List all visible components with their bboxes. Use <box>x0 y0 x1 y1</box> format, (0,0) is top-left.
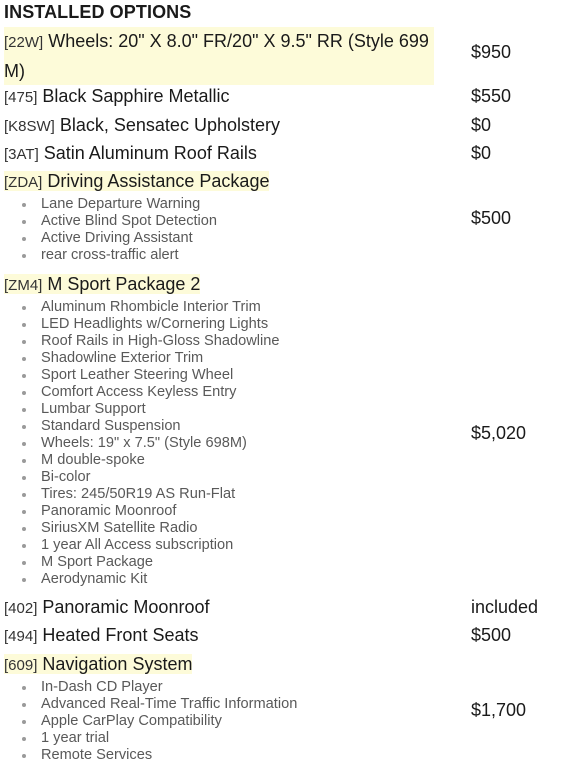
list-item: Aerodynamic Kit <box>22 571 464 588</box>
option-code: [ZM4] <box>4 277 43 294</box>
list-item: Remote Services <box>22 747 464 764</box>
list-item: Panoramic Moonroof <box>22 503 464 520</box>
option-row <box>4 622 464 650</box>
option-code: [494] <box>4 628 38 645</box>
option-row <box>4 140 464 168</box>
list-item: SiriusXM Satellite Radio <box>22 520 464 537</box>
list-item: Comfort Access Keyless Entry <box>22 384 464 401</box>
list-item: Advanced Real-Time Traffic Information <box>22 696 464 713</box>
list-item: Wheels: 19" x 7.5" (Style 698M) <box>22 435 464 452</box>
option-row-package <box>4 651 464 764</box>
option-row <box>4 594 464 622</box>
option-price: $500 <box>471 625 512 645</box>
list-item: Lane Departure Warning <box>22 196 464 213</box>
list-item: Lumbar Support <box>22 401 464 418</box>
list-item: rear cross-traffic alert <box>22 247 464 264</box>
list-item: Roof Rails in High-Gloss Shadowline <box>22 333 464 350</box>
option-name: Navigation System <box>42 654 193 674</box>
option-name: Heated Front Seats <box>42 625 199 645</box>
option-title-wheels <box>4 27 434 85</box>
option-row <box>4 83 464 111</box>
option-name: Driving Assistance Package <box>47 171 270 191</box>
option-code: [ZDA] <box>4 174 43 191</box>
list-item: Bi-color <box>22 469 464 486</box>
option-price: included <box>471 597 539 617</box>
option-price: $1,700 <box>471 700 527 720</box>
list-item: Standard Suspension <box>22 418 464 435</box>
option-price: $5,020 <box>471 423 527 443</box>
list-item: M Sport Package <box>22 554 464 571</box>
option-name: Black, Sensatec Upholstery <box>59 115 280 135</box>
option-price: $950 <box>471 42 512 62</box>
option-name: Black Sapphire Metallic <box>42 86 230 106</box>
list-item: Active Blind Spot Detection <box>22 213 464 230</box>
list-item: Apple CarPlay Compatibility <box>22 713 464 730</box>
list-item: 1 year All Access subscription <box>22 537 464 554</box>
page-title: INSTALLED OPTIONS <box>4 2 192 22</box>
option-name: Wheels: 20" X 8.0" FR/20" X 9.5" RR (Style 699 M) <box>4 31 429 81</box>
list-item: 1 year trial <box>22 730 464 747</box>
option-name: M Sport Package 2 <box>47 274 201 294</box>
feature-list <box>4 679 464 764</box>
list-item: Shadowline Exterior Trim <box>22 350 464 367</box>
option-code: [22W] <box>4 34 44 51</box>
list-item: LED Headlights w/Cornering Lights <box>22 316 464 333</box>
feature-list <box>4 196 464 264</box>
option-price: $0 <box>471 115 492 135</box>
list-item: Sport Leather Steering Wheel <box>22 367 464 384</box>
option-price: $0 <box>471 143 492 163</box>
option-price: $550 <box>471 86 512 106</box>
option-price: $500 <box>471 208 512 228</box>
option-code: [3AT] <box>4 146 39 163</box>
feature-list <box>4 299 464 588</box>
option-code: [402] <box>4 600 38 617</box>
list-item: Active Driving Assistant <box>22 230 464 247</box>
option-row-package <box>4 168 464 264</box>
list-item: Aluminum Rhombicle Interior Trim <box>22 299 464 316</box>
list-item: In-Dash CD Player <box>22 679 464 696</box>
list-item: Tires: 245/50R19 AS Run-Flat <box>22 486 464 503</box>
option-row <box>4 112 464 140</box>
option-code: [475] <box>4 89 38 106</box>
option-name: Panoramic Moonroof <box>42 597 210 617</box>
option-code: [609] <box>4 657 38 674</box>
option-name: Satin Aluminum Roof Rails <box>43 143 257 163</box>
option-code: [K8SW] <box>4 118 55 135</box>
list-item: M double-spoke <box>22 452 464 469</box>
option-row-package <box>4 271 464 588</box>
